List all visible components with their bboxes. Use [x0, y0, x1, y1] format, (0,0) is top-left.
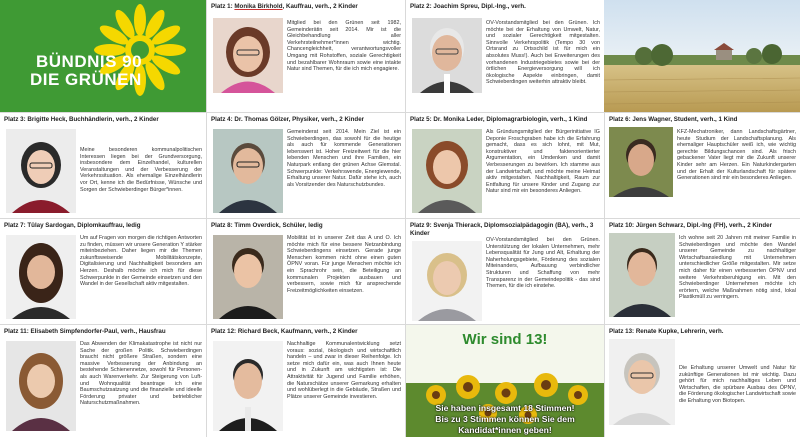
candidate-header: [211, 116, 401, 124]
candidate-card-2: [406, 0, 604, 112]
candidate-info: , Student, verh., 1 Kind: [670, 116, 738, 123]
candidate-info: , Buchhändlerin, verh., 2 Kinder: [65, 116, 159, 123]
candidate-header: [609, 116, 796, 124]
candidate-place: Platz 9:: [410, 222, 432, 229]
candidate-info: , Lehrerin, verh.: [677, 328, 724, 335]
candidate-info: , Kaufmann, verh., 2 Kinder: [277, 328, 358, 335]
candidate-photo: [412, 241, 482, 321]
candidate-photo: [6, 341, 76, 431]
candidate-photo: [412, 18, 482, 93]
candidate-header: [4, 328, 202, 336]
candidate-text: Um auf Fragen von morgen die richtigen Antworten zu finden, müssen wir unsere Generation Y stärker miteinbeziehen. Daher liegen mir die Themen zukunftsweisende Mobilitätskonzepte, Digitalisierung und Nachhaltigkeit besonders am Herzen. Deshalb möchte ich mich für diese Schwerpunkte in der Gemeinde einsetzen und den Wandel in der Gesellschaft aktiv mitgestalten.: [80, 235, 202, 288]
candidate-info: , Physiker, verh., 2 Kinder: [288, 116, 365, 123]
candidate-header: [4, 222, 202, 230]
candidate-name: Jens Wagner: [632, 116, 671, 123]
candidate-name: Monika Birkhold: [234, 3, 283, 10]
candidate-text: Ich wohne seit 20 Jahren mit meiner Familie in Schwieberdingen und möchte den Wandel unserer Gemeinde zu nachhaltiger Wirtschaftsansiedlung mit Unternehmen unterschiedlicher Größe mitgestalten. Mir setze mich daher für einen verbesserten ÖPNV und weitere Verkehrsberuhigung ein. Mit den Schwieberdinger Unternehmen möchte ich erörtern, welche Maßnahmen nötig sind, lokal Plastikmüll zu verringern.: [679, 235, 796, 301]
candidate-text: KFZ-Mechatroniker, dann Landschaftsgärtner, heute Studium der Landschaftsplanung. Als ehemaliger Hauptschüler weiß ich, wie wichtig gerechte Bildungschancen sind. Als frisch gebackener Vater liegt mir die Zukunft unserer Kinder sehr am Herzen. Ein Naturkindergarten und der Erhalt der Kulturlandschaft für spätere Generationen sind mir ein besonderes Anliegen.: [677, 129, 796, 182]
candidate-photo: [609, 127, 673, 197]
candidate-place: Platz 7:: [4, 222, 26, 229]
candidate-header: [211, 222, 401, 230]
candidate-place: Platz 3:: [4, 116, 26, 123]
candidate-text: Das Abwenden der Klimakatastrophe ist nicht nur Sache der großen Politik. Schwieberdingen braucht nicht größere Straßen, sondern eine massive Verbesserung der Anbindung an bestehende Schienennetze, sowohl für Personen- als auch Warenverkehr. Zur Steigerung von Luft- und Wohnqualität beantrage ich eine Baumschutzsatzung und die finanzielle und ideelle Förderung privater und betrieblicher Naturschutzmaßnahmen.: [80, 341, 202, 407]
candidate-name: Richard Beck: [237, 328, 278, 335]
candidate-place: Platz 6:: [609, 116, 631, 123]
candidate-text: OV-Vorstandsmitglied bei den Grünen. Unterstützung der lokalen Unternehmen, mehr Lebensqualität für Jung und Alt, Erhaltung der Naherholungsgebiete, Förderung des sozialen Miteinanders, Aufbauung verbindlicher Strukturen und Schaffung von mehr Transparenz in der Gemeindepolitik - das sind Themen, für die ich einstehe.: [486, 237, 600, 290]
candidate-card-10: [605, 219, 800, 324]
landscape-photo: [604, 0, 800, 112]
promo-line1: Sie haben insgesamt 18 Stimmen!: [435, 403, 575, 413]
candidate-text: Mobilität ist in unserer Zeit das A und O. Ich möchte mich für eine bessere Netzanbindung Schwieberdingens einsetzen. Gerade junge Menschen kommen nicht ohne einen guten ÖPNV voran. Für junge Menschen möchte ich ein Sprachrohr sein, die Beteiligung an kommunalen Projekten ausbauen und verbessern, sowie mich für ansprechende Freizeitmöglichkeiten einsetzen.: [287, 235, 401, 294]
candidate-text: Mitglied bei den Grünen seit 1982, Gemeinderätin seit 2014. Mir ist die Gleichbehandlung aller Verkehrsteilnehmer*innen wichtig. Chancengleichheit, verantwortungsvoller Umgang mit Rohstoffen, soziale Gerechtigkeit und bezahlbarer Wohnraum sowie eine intakte Natur sind Themen, für die ich mich engagiere.: [287, 20, 401, 73]
candidate-photo: [609, 339, 675, 425]
candidate-info: , Dipl.-Ing (FH), verh., 2 Kinder: [683, 222, 772, 229]
candidate-name: Joachim Spreu: [433, 3, 478, 10]
logo-line1: BÜNDNIS 90: [36, 52, 143, 71]
candidate-name: Jürgen Schwarz: [635, 222, 684, 229]
candidate-card-11: [0, 325, 206, 437]
candidate-photo: [213, 235, 283, 319]
candidate-place: Platz 5:: [410, 116, 432, 123]
candidate-card-3: [0, 113, 206, 218]
candidate-text: Meine besonderen kommunalpolitischen Interessen liegen bei der Grundversorgung, insbesondere dem Einzelhandel, kulturellen Veranstaltungen und der Verbesserung der Verkehrssituation. Als ehemalige Einzelhändlerin vor Ort, kenne ich die Bedürfnisse, Wünsche und Sorgen der Schwieberdinger Bürger*innen.: [80, 147, 202, 193]
candidate-place: Platz 10:: [609, 222, 635, 229]
candidate-place: Platz 8:: [211, 222, 233, 229]
promo-box: [406, 325, 604, 437]
candidate-info: , Dipl.-Ing., verh.: [477, 3, 526, 10]
candidate-name: Timm Overdick: [234, 222, 279, 229]
candidate-name: Tülay Sardogan: [27, 222, 74, 229]
promo-line2: Bis zu 3 Stimmen können Sie dem: [435, 414, 575, 424]
candidate-header: [410, 116, 600, 124]
candidate-photo: [213, 18, 283, 93]
candidate-info: , Diplomagrarbiologin, verh., 1 Kind: [482, 116, 588, 123]
promo-line3: Kandidat*innen geben!: [458, 425, 552, 435]
candidate-photo: [6, 235, 76, 319]
candidate-photo: [213, 129, 283, 213]
candidate-header: [211, 3, 401, 11]
candidate-info: , verh., Hausfrau: [117, 328, 166, 335]
candidate-info: , Diplomsozialpädagogin (BA), verh., 3 Kinder: [410, 222, 594, 237]
candidate-photo: [412, 129, 482, 213]
party-logo: [0, 0, 206, 112]
candidate-header: [609, 222, 796, 230]
candidate-header: [4, 116, 202, 124]
candidate-text: Die Erhaltung unserer Umwelt und Natur für zukünftige Generationen ist mir wichtig. Dazu gehört für mich nachhaltiges Leben und Wirtschaften, die spürbare Ausbau des ÖPNV, die Förderung ökologischer Landwirtschaft sowie die Erhaltung von Biotopen.: [679, 365, 796, 404]
candidate-card-13: [605, 325, 800, 437]
candidate-place: Platz 1:: [211, 3, 233, 10]
candidate-header: [211, 328, 401, 336]
promo-title: Wir sind 13!: [462, 331, 548, 348]
candidate-card-4: [207, 113, 405, 218]
candidate-photo: [609, 233, 675, 317]
candidate-card-6: [605, 113, 800, 218]
candidate-place: Platz 4:: [211, 116, 233, 123]
candidate-photo: [213, 341, 283, 431]
candidate-card-8: [207, 219, 405, 324]
candidate-info: , Diplomkauffrau, ledig: [73, 222, 141, 229]
candidate-place: Platz 11:: [4, 328, 29, 335]
candidate-name: Brigitte Heck: [27, 116, 66, 123]
candidate-text: Als Gründungsmitglied der Bürgerinitiative IG Deponie Froschgraben habe ich die Erfahrung gemacht, dass es sich lohnt, mit Mut, konstruktiver und faktenorientierter Argumentation, ein Umdenken und damit Verbesserungen zu bewirken. Ich stamme aus der Landwirtschaft, und möchte meine Heimat aktiv mitgestalten. Nachhaltigkeit, Raum zur Entfaltung für unsere Kinder und Zugang zur Natur sind mir ein besonderes Anliegen.: [486, 129, 600, 195]
candidate-header: [609, 328, 796, 336]
candidate-text: Gemeinderat seit 2014. Mein Ziel ist ein Schwieberdingen, das sowohl für die heutige als auch für kommende Generationen lebenswert ist. Hoher Freizeitwert für die hier lebenden Menschen und ihre Familien, ein Naturpark entlang der grünen Achse Glemstal. Schwerpunkte: Verkehrswende, Energiewende, Erhaltung unserer Natur. Dafür stehe ich, auch als Vorsitzender des Naturschutzbundes.: [287, 129, 401, 188]
candidate-place: Platz 12:: [211, 328, 237, 335]
candidate-card-7: [0, 219, 206, 324]
candidate-text: Nachhaltige Kommunalentwicklung setzt voraus: sozial, ökologisch und wirtschaftlich handeln – und zwar in dieser Reihenfolge. Ich setze mich dafür ein, was auch Ihnen heute und in Zukunft am wichtigsten ist: Die Attraktivität für Jugend und Familie erhöhen, die Naturschätze unserer Gemarkung erhalten und wohlüberlegt in die Gebäude, Straßen und Plätze unserer Gemeinde investieren.: [287, 341, 401, 400]
candidate-place: Platz 13:: [609, 328, 635, 335]
candidate-card-9: [406, 219, 604, 324]
candidate-card-5: [406, 113, 604, 218]
candidate-photo: [6, 129, 76, 213]
candidate-text: OV-Vorstandsmitglied bei den Grünen. Ich möchte bei der Erhaltung von Umwelt, Natur, und sozialer Gerechtigkeit mitgestalten. Sinnvolle Verkehrspolitik (Tempo 30 von Ortsrand zu Ortsschild ist für mich ein absolutes Muss!). Auch bei Erweiterungen des vorhandenen Industriegebietes sowie bei der örtlichen Energieversorgung will ich ökologische Aspekte einbringen, damit Schwieberdingen weiterhin attraktiv bleibt.: [486, 20, 600, 86]
candidate-name: Svenja Thierack: [433, 222, 481, 229]
candidate-name: Renate Kupke: [635, 328, 678, 335]
candidate-place: Platz 2:: [410, 3, 432, 10]
candidate-name: Dr. Monika Leder: [433, 116, 483, 123]
logo-line2: DIE GRÜNEN: [30, 70, 142, 89]
candidate-header: [410, 3, 600, 11]
candidate-info: , Schüler, ledig: [279, 222, 323, 229]
candidate-card-12: [207, 325, 405, 437]
candidate-name: Dr. Thomas Gölzer: [234, 116, 289, 123]
promo-text: [412, 403, 598, 436]
candidate-info: , Kauffrau, verh., 2 Kinder: [282, 3, 358, 10]
candidate-name: Elisabeth Simpfendorfer-Paul: [30, 328, 118, 335]
candidate-card-1: [207, 0, 405, 112]
candidate-header: [410, 222, 600, 237]
